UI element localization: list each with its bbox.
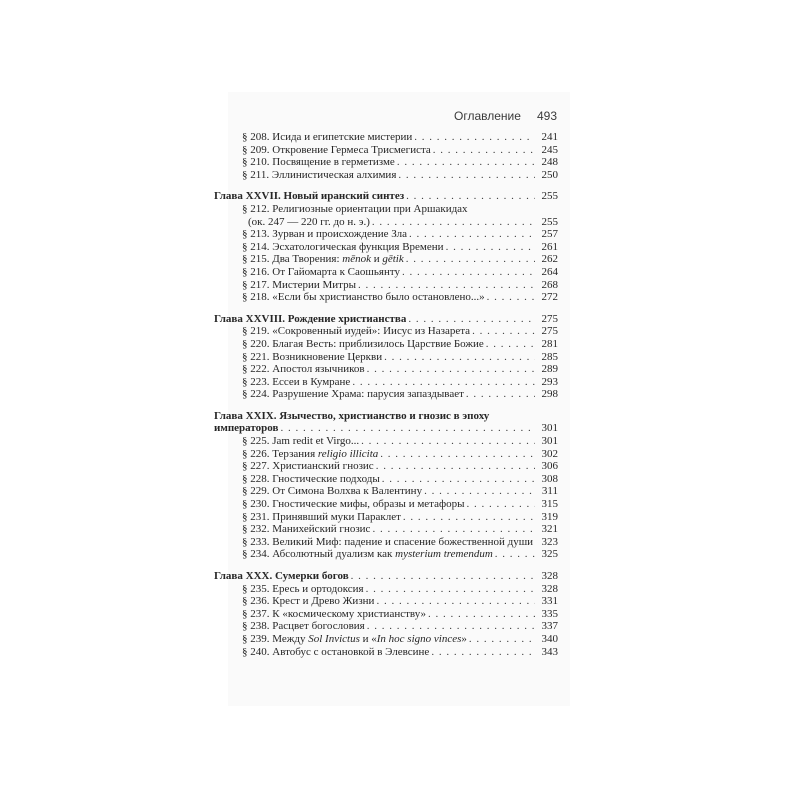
chapter-heading-29[interactable]: Глава XXIX. Язычество, христианство и гнозис в эпоху [214, 409, 490, 422]
toc-entry-239[interactable]: § 239. Между Sol Invictus и «In hoc signo vinces» . . . 340 [214, 633, 558, 646]
toc-entry-240[interactable]: § 240. Автобус с остановкой в Элевсине . . . 343 [214, 646, 558, 659]
toc-entry-224[interactable]: § 224. Разрушение Храма: парусия запаздывает . . . 298 [214, 388, 558, 401]
toc-entry-238[interactable]: § 238. Расцвет богословия . . . 337 [214, 620, 558, 633]
toc-entry-218[interactable]: § 218. «Если бы христианство было остановлено...» . . . 272 [214, 291, 558, 304]
toc-entry-232[interactable]: § 232. Манихейский гнозис . . . 321 [214, 523, 558, 536]
chapter-heading-28[interactable]: Глава XXVIII. Рождение христианства . . . 275 [214, 313, 558, 326]
toc-entry-223[interactable]: § 223. Ессеи в Кумране . . . 293 [214, 376, 558, 389]
toc-entry-212[interactable]: § 212. Религиозные ориентации при Аршакидах [242, 202, 468, 215]
header-title: Оглавление [454, 109, 521, 123]
toc-entry-209[interactable]: § 209. Откровение Гермеса Трисмегиста . . . 245 [214, 144, 558, 157]
toc-entry-222[interactable]: § 222. Апостол язычников . . . 289 [214, 363, 558, 376]
toc-chapter-30 [214, 570, 558, 658]
toc-entry-227[interactable]: § 227. Христианский гнозис . . . 306 [214, 460, 558, 473]
header-page-number: 493 [536, 109, 557, 123]
toc-entry-217[interactable]: § 217. Мистерии Митры . . . 268 [214, 279, 558, 292]
toc-continued-section [214, 131, 558, 181]
toc-chapter-29 [214, 410, 558, 561]
toc-entry-215[interactable]: § 215. Два Творения: mēnok и gētik . . . 262 [214, 253, 558, 266]
toc-entry-236[interactable]: § 236. Крест и Древо Жизни . . . 331 [214, 595, 558, 608]
toc-entry-213[interactable]: § 213. Зурван и происхождение Зла . . . 257 [214, 228, 558, 241]
toc-entry-214[interactable]: § 214. Эсхатологическая функция Времени . . . 261 [214, 241, 558, 254]
toc-entry-220[interactable]: § 220. Благая Весть: приблизилось Царствие Божие . . . 281 [214, 338, 558, 351]
toc-entry-211[interactable]: § 211. Эллинистическая алхимия . . . 250 [214, 169, 558, 182]
toc-entry-233[interactable]: § 233. Великий Миф: падение и спасение божественной души 323 [242, 535, 558, 548]
toc-entry-225[interactable]: § 225. Jam redit et Virgo... . . . 301 [214, 435, 558, 448]
chapter-heading-27[interactable]: Глава XXVII. Новый иранский синтез . . . 255 [214, 190, 558, 203]
chapter-heading-29-continuation[interactable]: императоров . . . 301 [214, 422, 558, 435]
toc-entry-228[interactable]: § 228. Гностические подходы . . . 308 [214, 473, 558, 486]
toc-entry-210[interactable]: § 210. Посвящение в герметизме . . . 248 [214, 156, 558, 169]
toc-chapter-28 [214, 313, 558, 401]
table-of-contents [214, 131, 558, 658]
running-header [454, 109, 557, 123]
toc-entry-221[interactable]: § 221. Возникновение Церкви . . . 285 [214, 351, 558, 364]
toc-entry-216[interactable]: § 216. От Гайомарта к Саошьянту . . . 264 [214, 266, 558, 279]
toc-entry-219[interactable]: § 219. «Сокровенный иудей»: Иисус из Назарета . . . 275 [214, 325, 558, 338]
toc-entry-226[interactable]: § 226. Терзания religio illicita . . . 302 [214, 448, 558, 461]
toc-entry-231[interactable]: § 231. Принявший муки Параклет . . . 319 [214, 511, 558, 524]
toc-entry-208[interactable]: § 208. Исида и египетские мистерии . . . 241 [214, 131, 558, 144]
toc-entry-230[interactable]: § 230. Гностические мифы, образы и метафоры . . . 315 [214, 498, 558, 511]
chapter-heading-30[interactable]: Глава XXX. Сумерки богов . . . 328 [214, 570, 558, 583]
toc-entry-234[interactable]: § 234. Абсолютный дуализм как mysterium tremendum . . . 325 [214, 548, 558, 561]
toc-entry-212-continuation[interactable]: (ок. 247 — 220 гг. до н. э.) . . . 255 [214, 216, 558, 229]
toc-entry-237[interactable]: § 237. К «космическому христианству» . . . 335 [214, 608, 558, 621]
toc-entry-235[interactable]: § 235. Ересь и ортодоксия . . . 328 [214, 583, 558, 596]
toc-chapter-27 [214, 190, 558, 303]
toc-entry-229[interactable]: § 229. От Симона Волхва к Валентину . . . 311 [214, 485, 558, 498]
